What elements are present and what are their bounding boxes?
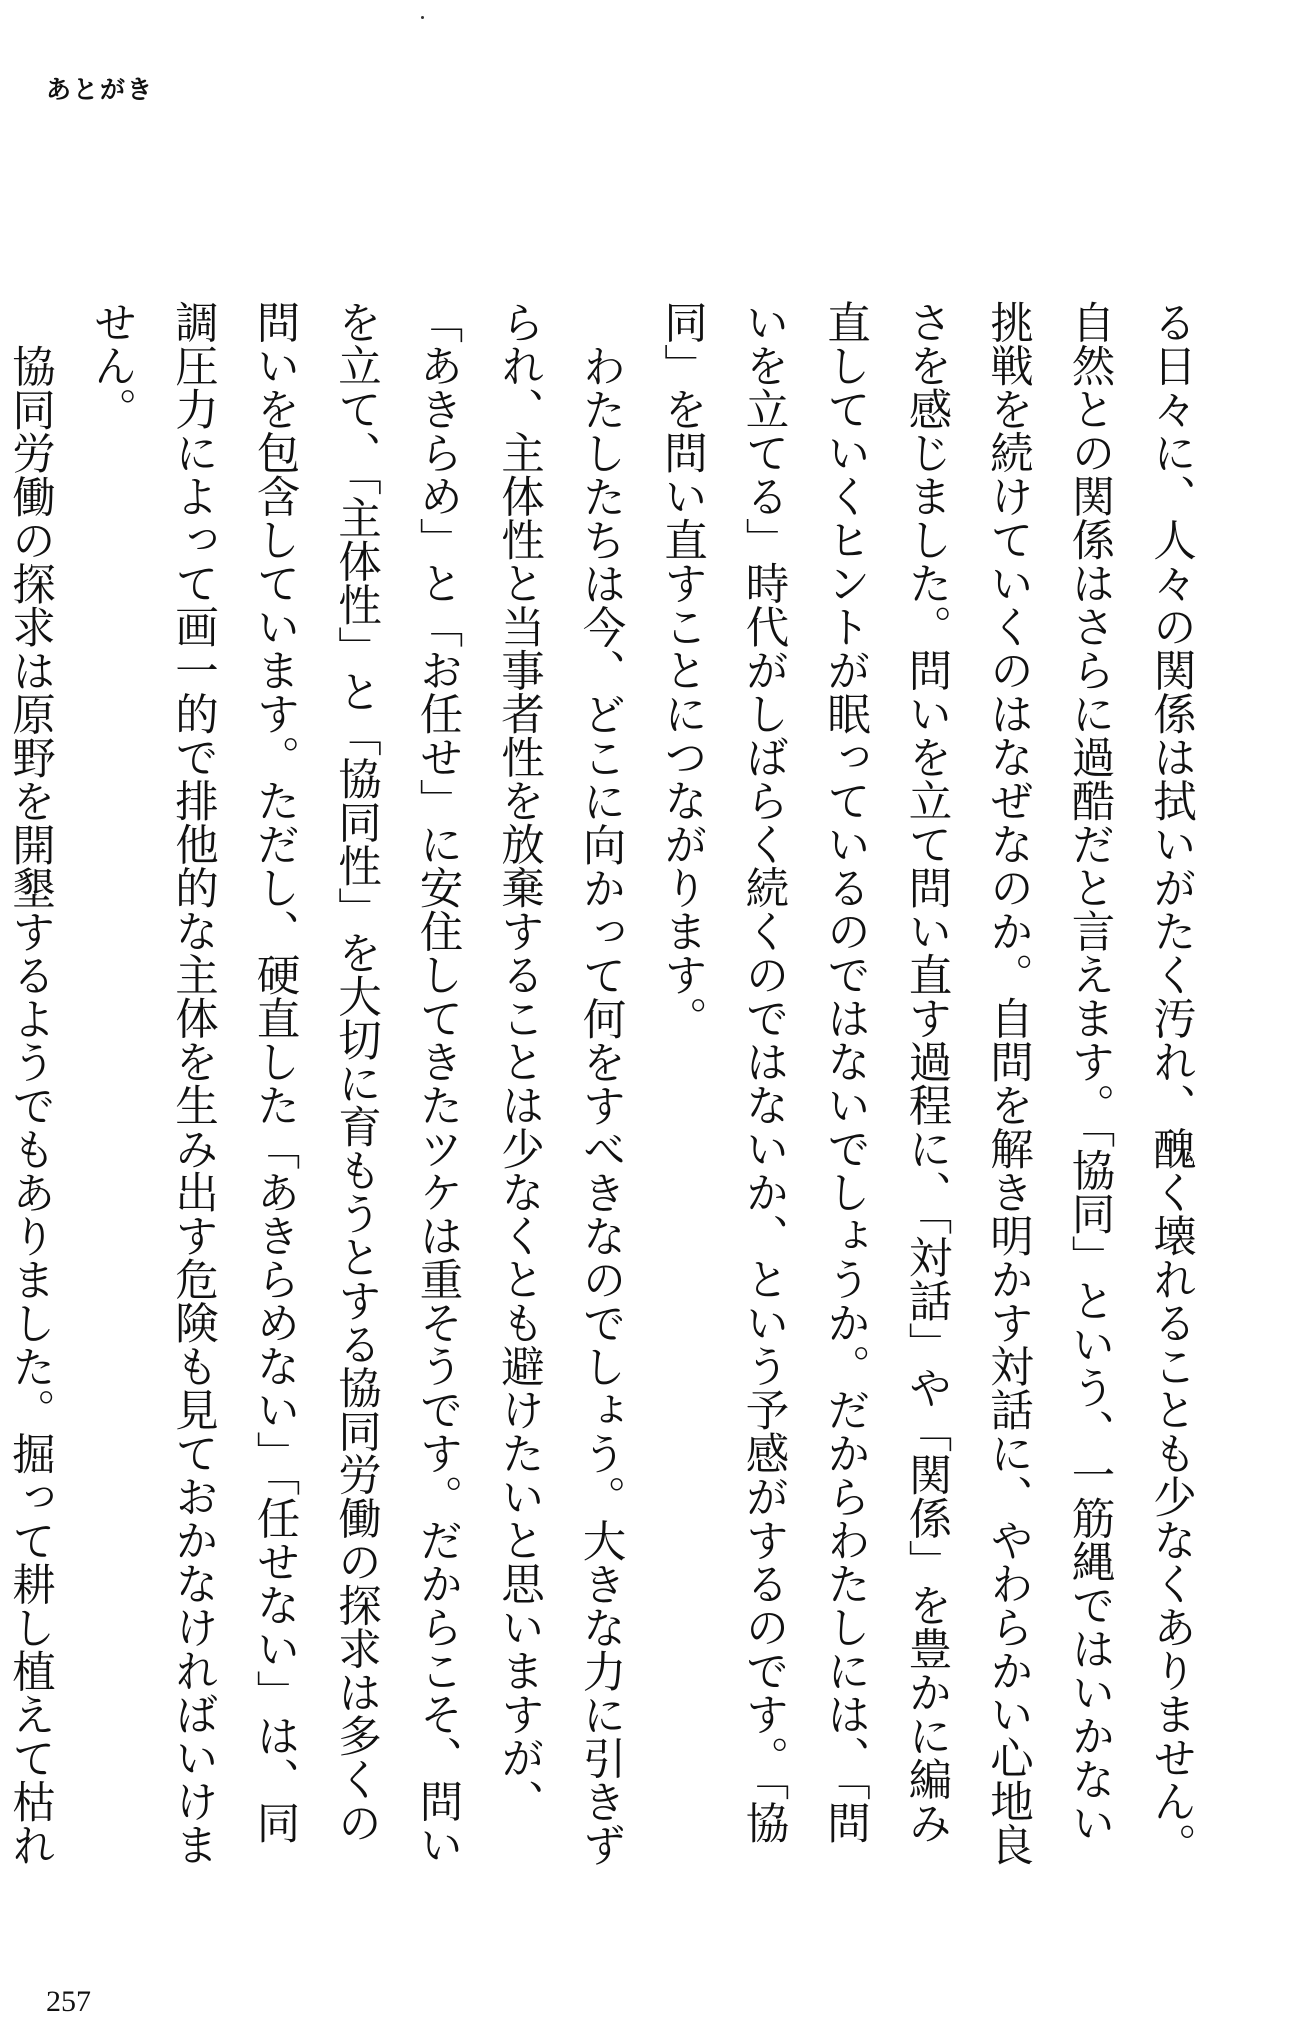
- vertical-body-text: [0, 300, 1211, 1870]
- page-number: 257: [46, 1985, 91, 2018]
- paragraph-3: 協同労働の探求は原野を開墾するようでもありました。掘って耕し植えて枯れ: [5, 343, 55, 1866]
- running-header: あとがき: [46, 75, 155, 104]
- paragraph-1: る日々に、人々の関係は拭いがたく汚れ、醜く壊れることも少なくありません。自然との関係はさらに過酷だと言えます。「協同」という、一筋縄ではいかない挑戦を続けていくのはなぜなのか。自問を解き明かす対話に、やわらかい心地良さを感じました。問いを立て問い直す過程に、「対話」や「関係」を豊かに編み直していくヒントが眠っているのではないでしょうか。だからわたしには、「問いを立てる」時代がしばらく続くのではないか、という予感がするのです。「協同」を問い直すことにつながります。: [657, 300, 1196, 1866]
- print-speck: [421, 16, 424, 19]
- paragraph-2: わたしたちは今、どこに向かって何をすべきなのでしょう。大きな力に引きずられ、主体性と当事者性を放棄することは少なくとも避けたいと思いますが、「あきらめ」と「お任せ」に安住してきたツケは重そうです。だからこそ、問いを立て、「主体性」と「協同性」を大切に育もうとする協同労働の探求は多くの問いを包含しています。ただし、硬直した「あきらめない」「任せない」は、同調圧力によって画一的で排他的な主体を生み出す危険も見ておかなければいけません。: [86, 300, 626, 1866]
